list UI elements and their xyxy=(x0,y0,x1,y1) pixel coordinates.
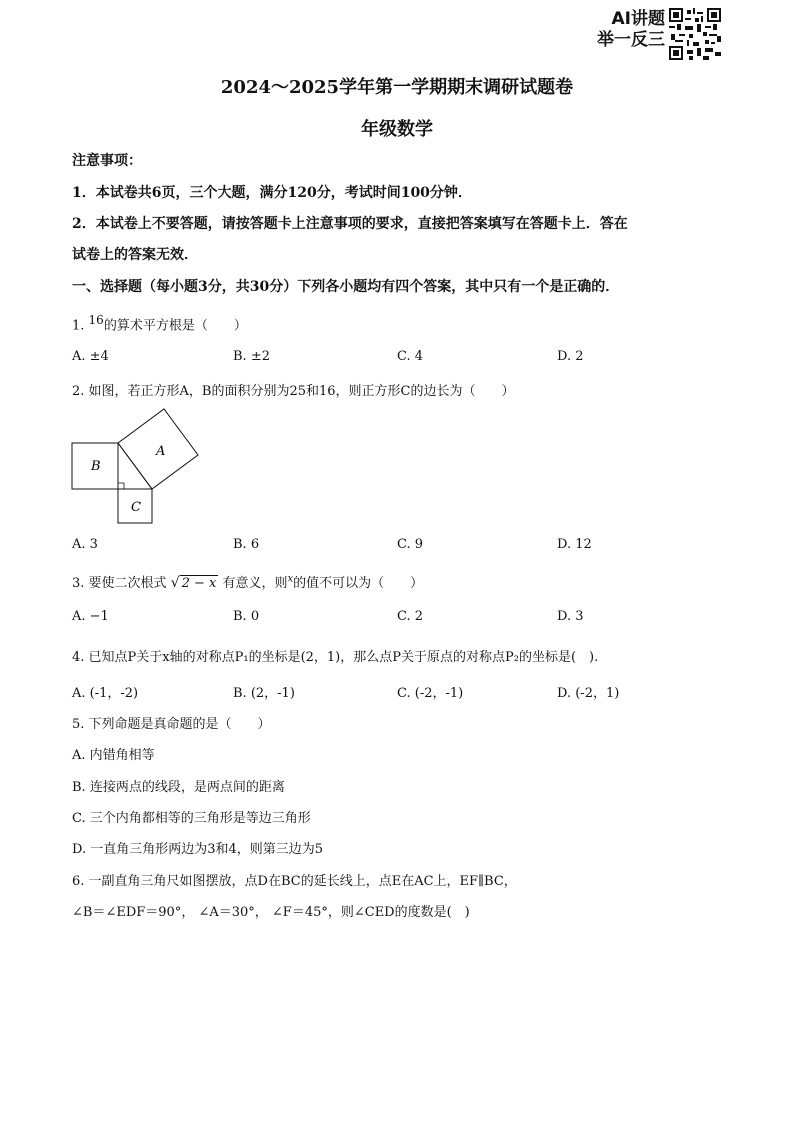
notice-heading: 注意事项： xyxy=(72,153,142,169)
exam-title: 2024～2025学年第一学期期末调研试题卷 xyxy=(220,77,574,98)
label-a: A xyxy=(156,444,166,459)
question-6-line-2: ∠B＝∠EDF＝90°， ∠A＝30°， ∠F＝45°，则∠CED的度数是( ) xyxy=(72,905,470,920)
brand-logo xyxy=(585,9,665,51)
question-text: 3. 要使二次根式 xyxy=(72,576,167,591)
notice-item-1: 1．本试卷共6页，三个大题，满分120分，考试时间100分钟． xyxy=(72,185,472,201)
q1-option-b[interactable]: B. ±2 xyxy=(233,349,270,364)
exam-subtitle: 年级数学 xyxy=(361,119,433,140)
question-text: 的算术平方根是（ ） xyxy=(103,318,247,334)
q3-option-c[interactable]: C. 2 xyxy=(397,609,424,624)
label-b: B xyxy=(91,459,101,474)
q3-option-d[interactable]: D. 3 xyxy=(557,609,584,624)
question-text: 的值不可以为（ ） xyxy=(293,576,424,591)
radicand: 2 − x xyxy=(181,576,217,591)
qr-code-icon[interactable] xyxy=(669,8,721,60)
q4-option-d[interactable]: D. (-2，1) xyxy=(557,686,620,701)
label-c: C xyxy=(131,500,141,515)
logo-line-2: 举一反三 xyxy=(597,30,665,50)
question-1 xyxy=(72,313,247,333)
q2-option-c[interactable]: C. 9 xyxy=(397,537,424,552)
notice-item-2-line-2: 试卷上的答案无效． xyxy=(72,247,198,263)
q4-option-a[interactable]: A. (-1，-2) xyxy=(72,686,139,701)
radical-expression xyxy=(171,575,219,591)
notice-item-2-line-1: 2．本试卷上不要答题，请按答题卡上注意事项的要求，直接把答案填写在答题卡上．答在 xyxy=(72,216,628,232)
q3-option-b[interactable]: B. 0 xyxy=(233,609,260,624)
question-4: 4. 已知点P关于x轴的对称点P₁的坐标是(2，1)，那么点P关于原点的对称点P₂的坐标是( ). xyxy=(72,650,599,665)
q5-option-b[interactable]: B. 连接两点的线段，是两点间的距离 xyxy=(72,780,285,795)
q1-option-c[interactable]: C. 4 xyxy=(397,349,424,364)
variable-x: x xyxy=(287,573,294,585)
question-6-line-1: 6. 一副直角三角尺如图摆放，点D在BC的延长线上，点E在AC上，EF∥BC， xyxy=(72,874,517,889)
q5-option-a[interactable]: A. 内错角相等 xyxy=(72,748,155,763)
q2-option-a[interactable]: A. 3 xyxy=(72,537,98,552)
q3-option-a[interactable]: A. −1 xyxy=(72,609,109,624)
q2-option-d[interactable]: D. 12 xyxy=(557,537,592,552)
question-2: 2. 如图，若正方形A，B的面积分别为25和16，则正方形C的边长为（ ） xyxy=(72,384,515,399)
q4-option-b[interactable]: B. (2，-1) xyxy=(233,686,295,701)
question-3 xyxy=(72,572,423,591)
squares-figure xyxy=(70,407,205,527)
section-heading: 一、选择题（每小题3分，共30分）下列各小题均有四个答案，其中只有一个是正确的． xyxy=(72,279,620,295)
q5-option-d[interactable]: D. 一直角三角形两边为3和4，则第三边为5 xyxy=(72,842,324,857)
q1-option-a[interactable]: A. ±4 xyxy=(72,349,109,364)
q1-option-d[interactable]: D. 2 xyxy=(557,349,584,364)
superscript-number: 16 xyxy=(88,313,104,327)
question-5: 5. 下列命题是真命题的是（ ） xyxy=(72,717,271,732)
q4-option-c[interactable]: C. (-2，-1) xyxy=(397,686,464,701)
question-number: 1. xyxy=(72,318,85,334)
logo-line-1: AI讲题 xyxy=(611,9,665,29)
question-text: 有意义，则 xyxy=(222,576,288,591)
radical-sign-icon: √ xyxy=(170,575,180,591)
q5-option-c[interactable]: C. 三个内角都相等的三角形是等边三角形 xyxy=(72,811,311,826)
q2-option-b[interactable]: B. 6 xyxy=(233,537,260,552)
